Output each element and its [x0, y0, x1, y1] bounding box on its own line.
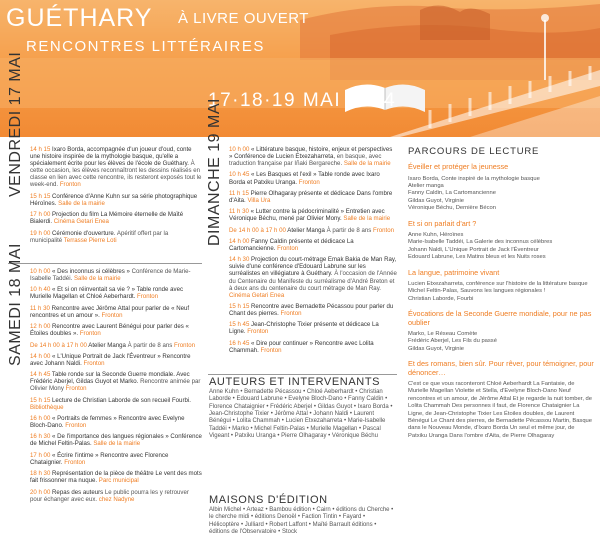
festival-title: GUÉTHARY	[6, 4, 153, 32]
event-location: Salle de la mairie	[343, 215, 391, 223]
event-location: Parc municipal	[98, 477, 139, 485]
publishers-list: Albin Michel • Arteaz • Bambou édition • Cairn • éditions du Cherche • le cherche midi • éditions Denoël • Faction Tintin • Fayard • Hélicoptère • Julliard • Robert Laffont • Maïté Barrault éditions • éditions de l'Observatoire • Stock	[209, 507, 394, 535]
event-location: Fronton	[247, 328, 269, 336]
day-label-sunday: DIMANCHE 19 MAI	[206, 98, 223, 246]
event-time: 15 h 15	[30, 192, 53, 200]
event-location: Fronton	[137, 293, 159, 301]
event-time: 19 h 00	[30, 229, 53, 237]
event-text: Jean-Christophe Tixier présente et dédicace La Ligne.	[229, 321, 379, 336]
event-location: Salle de la mairie	[73, 275, 121, 283]
reading-paths	[408, 148, 594, 447]
event-location: Salle de la mairie	[343, 160, 391, 168]
event-text: « L'Unique Portrait de Jack l'Éventreur » Rencontre avec Johann Naldi.	[30, 352, 191, 367]
event-location: Fronton	[298, 178, 320, 186]
reading-path-book: Marie-Isabelle Taddéi, La Galerie des inconnus célèbres	[408, 239, 553, 246]
event-location: Fronton	[83, 359, 105, 367]
event-time: 14 h 45	[30, 371, 52, 379]
reading-path-block	[408, 163, 594, 212]
event-time: 14 h 30	[229, 256, 252, 264]
event-note: Le public pourra les y retrouver pour échanger avec eux.	[30, 488, 189, 503]
event-time: 14 h 00	[30, 352, 53, 360]
event-item	[30, 230, 202, 244]
event-location: chez Nadyne	[98, 495, 135, 503]
event-location: Fronton	[260, 346, 282, 354]
event-time: 16 h 30	[30, 433, 53, 441]
event-time: 17 h 00	[30, 211, 53, 219]
header-banner	[0, 0, 600, 137]
reading-path-title: Et si on parlait d'art ?	[408, 218, 477, 228]
event-note: Apéritif offert par la municipalité	[30, 229, 169, 244]
event-item	[30, 353, 202, 367]
reading-path-block	[408, 360, 594, 440]
event-item	[30, 452, 202, 466]
reading-path-block	[408, 269, 594, 304]
event-location: Terrasse Pierre Loti	[63, 236, 117, 244]
reading-path-book: Gildas Guyot, Virginie	[408, 197, 464, 204]
event-time: 18 h 30	[30, 470, 53, 478]
event-note: en basque, avec traduction française par Iñaki Bergareche.	[229, 153, 382, 168]
event-location: Fronton	[173, 341, 195, 349]
section-divider	[208, 374, 397, 375]
reading-path-book: Atelier manga	[408, 182, 444, 189]
event-text: « Littérature basque, histoire, enjeux et perspectives » Conférence de Lucien Etxezaharreta,	[229, 146, 393, 161]
reading-path-book: C'est ce que vous raconteront Chloé Aeberhardt La Fantaisie, de Murielle Magellan Violette et Stella, d'Evelyne Bloch-Dano Neuf rencontres et un amour, de Jérôme Attal Et je regarde la nuit tomber, de Lolita Chammah Des personnes il faut, de Florence Chataignier La Ligne, de Jean-Christophe Tixier Les Étoiles doubles, de Laurent Bénégui Le Chant des pierres, de Bernadette Pécassou Martin, Basque dans le Nouveau Monde, d'Ixaro Borda Un seul et même jour, de Patxiku Uranga Dans l'ombre d'Aita, de Pierre Olhagaray	[408, 381, 593, 439]
event-location: Fronton	[101, 311, 123, 319]
event-time: 11 h 30	[229, 208, 251, 216]
event-location: Salle de la mairie	[58, 199, 105, 207]
event-item	[30, 323, 202, 337]
event-location: Fronton	[79, 330, 101, 338]
event-text: Atelier Manga	[287, 226, 327, 234]
event-time: 14 h 15	[30, 146, 53, 153]
event-item	[30, 433, 202, 447]
reading-paths-title: PARCOURS DE LECTURE	[408, 146, 540, 157]
event-item	[30, 211, 202, 225]
event-time: 12 h 00	[30, 323, 53, 331]
event-time: 15 h 15	[30, 396, 53, 404]
event-item	[229, 190, 397, 204]
event-item	[30, 470, 202, 484]
event-location: Villa Ura	[247, 196, 271, 204]
event-location: Cinéma Getari Enea	[53, 218, 109, 226]
event-location: Salle de la mairie	[93, 440, 141, 448]
event-location: Fronton	[64, 458, 86, 466]
event-text: Cérémonie d'ouverture.	[52, 229, 117, 237]
event-text: « Lutter contre la pédocriminalité » Entretien avec Véronique Béchu, mené par Olivier Mony.	[229, 208, 385, 223]
reading-path-title: Évocations de la Seconde Guerre mondiale, pour ne pas oublier	[408, 309, 592, 327]
event-item	[30, 397, 202, 411]
event-text: « Et si on réinventait sa vie ? » Table ronde avec Murielle Magellan et Chloé Aeberhardt.	[30, 286, 184, 301]
event-text: « De l'importance des langues régionales » Conférence de Michel Feltin-Palas.	[30, 433, 202, 448]
event-note: À l'occasion de l'Année du Centenaire du Manifeste du surréalisme d'André Breton et à deux ans du centenaire du court métrage de Man Ray.	[229, 270, 397, 292]
reading-path-book: Véronique Béchu, Dernière Bécon	[408, 205, 496, 212]
event-time: 10 h 40	[30, 286, 53, 294]
event-time: 16 h 00	[30, 415, 53, 422]
event-item	[30, 146, 202, 189]
event-text: « Écrire l'intime » Rencontre avec Florence Chataignier.	[30, 451, 169, 466]
event-item	[30, 489, 202, 503]
event-text: Conférence d'Anne Kuhn sur sa série photographique Héroïnes.	[30, 192, 198, 207]
event-time: 10 h 00	[229, 146, 252, 153]
reading-path-book: Frédéric Aberjel, Les Fils du passé	[408, 338, 497, 345]
festival-subtitle: RENCONTRES LITTÉRAIRES	[26, 38, 265, 55]
event-item	[30, 193, 202, 207]
event-time: 15 h 45	[229, 321, 252, 329]
event-note: Conférence de Marie-Isabelle Taddéi.	[30, 268, 191, 283]
event-time: 11 h 30	[30, 304, 52, 312]
day-label-saturday: SAMEDI 18 MAI	[7, 243, 24, 366]
event-location: Fronton	[372, 226, 394, 234]
event-note: À cette occasion, les élèves reconnaîtront les dessins réalisés en classe en lien avec cette rencontre, ils resteront exposés tout le week-end.	[30, 160, 202, 189]
event-text: Repas des auteurs	[52, 488, 105, 496]
event-location: Fronton	[65, 422, 87, 430]
event-time: De 14 h 00 à 17 h 00	[30, 341, 89, 349]
event-text: Pierre Olhagaray présente et dédicace Dans l'ombre d'Aita.	[229, 189, 393, 204]
authors-title: AUTEURS ET INTERVENANTS	[209, 376, 381, 388]
event-time: 10 h 00	[30, 268, 53, 275]
event-item	[229, 256, 397, 299]
event-text: Table ronde sur la Seconde Guerre mondiale. Avec Frédéric Aberjel, Gildas Guyot et Marko.	[30, 371, 190, 386]
event-time: De 14 h 00 à 17 h 00	[229, 226, 288, 234]
event-text: « Portraits de femmes » Rencontre avec Evelyne Bloch-Dano.	[30, 415, 185, 430]
event-text: Lecture de Christian Laborde de son recueil Fourbi.	[52, 396, 191, 404]
event-item	[30, 305, 202, 319]
event-text: Ixaro Borda, accompagnée d'un joueur d'oud, conte une histoire inspirée de la mythologie basque, qu'elle a spécialement écrite pour les élèves de l'école de Guéthary.	[30, 146, 192, 168]
festival-dates: 17·18·19 MAI 2024	[208, 90, 397, 111]
event-text: « Des inconnus si célèbres »	[52, 268, 132, 275]
event-location: Fronton	[277, 244, 299, 252]
publishers-title: MAISONS D'ÉDITION	[209, 494, 328, 506]
reading-path-book: Lucien Etxezaharreta, conférence sur l'histoire de la littérature basque	[408, 280, 588, 287]
reading-path-title: Et des romans, bien sûr. Pour rêver, pour témoigner, pour dénoncer…	[408, 359, 594, 377]
event-location: Fronton	[65, 385, 87, 393]
event-item	[30, 371, 202, 392]
authors-list: Anne Kuhn • Bernadette Pécassou • Chloé Aeberhardt • Christian Laborde • Edouard Labrune • Evelyne Bloch-Dano • Fanny Caldin • Florence Chataignier • Frédéric Aberjel • Gildas Guyot • Ixaro Borda • Jean-Christophe Tixier • Jérôme Attal • Johann Naldi • Laurent Bénégui • Lolita Chammah • Lucien Etxezaharreta • Marie-Isabelle Taddéi • Marko • Michel Feltin-Palas • Murielle Magellan • Pascal Vigeant • Patxiku Uranga • Pierre Olhagaray • Véronique Béchu	[209, 389, 393, 439]
reading-path-book: Marko, Le Réseau Comète	[408, 331, 478, 337]
event-text: Rencontre avec Bernadette Pécassou pour parler du Chant des pierres.	[229, 303, 394, 318]
reading-path-book: Edouard Labrune, Les Matins bleus et les Nuits roses	[408, 254, 546, 261]
saturday-events	[30, 268, 202, 507]
event-item	[229, 208, 397, 222]
event-text: Atelier Manga	[88, 341, 128, 349]
reading-path-book: Gildas Guyot, Virginie	[408, 345, 464, 352]
event-time: 11 h 15	[229, 189, 251, 197]
reading-path-book: Fanny Caldin, La Cartomancienne	[408, 190, 496, 197]
event-location: Fronton	[280, 310, 302, 318]
event-text: « Dire pour continuer » Rencontre avec Lolita Chammah.	[229, 339, 374, 354]
reading-path-block	[408, 310, 594, 353]
event-text: Projection du court-métrage Emak Bakia de Man Ray, suivie d'une conférence d'Edouard Labrune sur les surréalistes en villégiature à Guéthary.	[229, 256, 397, 278]
publishers-section	[209, 494, 397, 536]
authors-section	[209, 376, 397, 440]
event-item	[229, 340, 397, 354]
festival-title-suffix: À LIVRE OUVERT	[178, 10, 309, 27]
reading-path-block	[408, 220, 594, 262]
reading-path-book: Ixaro Borda, Conte inspiré de la mythologie basque	[408, 175, 540, 182]
event-text: Représentation de la pièce de théâtre Le vent des mots fait frissonner ma nuque.	[30, 470, 202, 485]
reading-path-book: Michel Feltin-Palas, Sauvons les langues régionales !	[408, 288, 546, 295]
event-item	[229, 171, 397, 185]
friday-events	[30, 146, 202, 248]
event-item	[229, 303, 397, 317]
event-item	[229, 146, 397, 167]
event-item	[229, 227, 397, 234]
event-time: 15 h 15	[229, 303, 252, 310]
event-location: Fronton	[59, 181, 81, 189]
reading-path-title: La langue, patrimoine vivant	[408, 267, 500, 277]
day-label-friday: VENDREDI 17 MAI	[7, 51, 24, 197]
event-location: Cinéma Getari Enea	[229, 291, 285, 299]
event-time: 10 h 45	[229, 171, 252, 179]
reading-path-book: Johann Naldi, L'Unique Portrait de Jack l'Éventreur	[408, 246, 539, 253]
event-time: 14 h 00	[229, 237, 252, 245]
event-item	[30, 268, 202, 282]
reading-path-title: Éveiller et protéger la jeunesse	[408, 162, 509, 172]
event-time: 16 h 45	[229, 339, 252, 347]
event-item	[229, 238, 397, 252]
reading-path-book: Christian Laborde, Fourbi	[408, 295, 474, 302]
event-item	[30, 342, 202, 349]
event-location: Bibliothèque	[30, 403, 64, 411]
event-text: Projection du film La Mémoire éternelle de Maïté Bialerdi.	[30, 211, 184, 226]
event-item	[30, 415, 202, 429]
event-item	[229, 321, 397, 335]
event-time: 20 h 00	[30, 488, 53, 496]
event-note: À partir de 8 ans	[326, 226, 373, 234]
reading-path-book: Anne Kuhn, Héroïnes	[408, 231, 464, 238]
sunday-events	[229, 146, 397, 358]
day-divider	[8, 263, 202, 264]
event-note: À partir de 8 ans	[127, 341, 174, 349]
event-text: Rencontre avec Laurent Bénégui pour parler des « Étoiles doubles ».	[30, 323, 189, 338]
event-text: Fanny Caldin présente et dédicace La Cartomancienne.	[229, 237, 354, 252]
event-text: Rencontre avec Jérôme Attal pour parler de « Neuf rencontres et un amour ».	[30, 304, 190, 319]
event-note: Rencontre animée par Olivier Mony	[30, 378, 201, 393]
event-text: « Les Basques et l'exil » Table ronde avec Ixaro Borda et Patxiku Uranga.	[229, 171, 380, 186]
event-time: 17 h 00	[30, 451, 53, 459]
event-item	[30, 286, 202, 300]
